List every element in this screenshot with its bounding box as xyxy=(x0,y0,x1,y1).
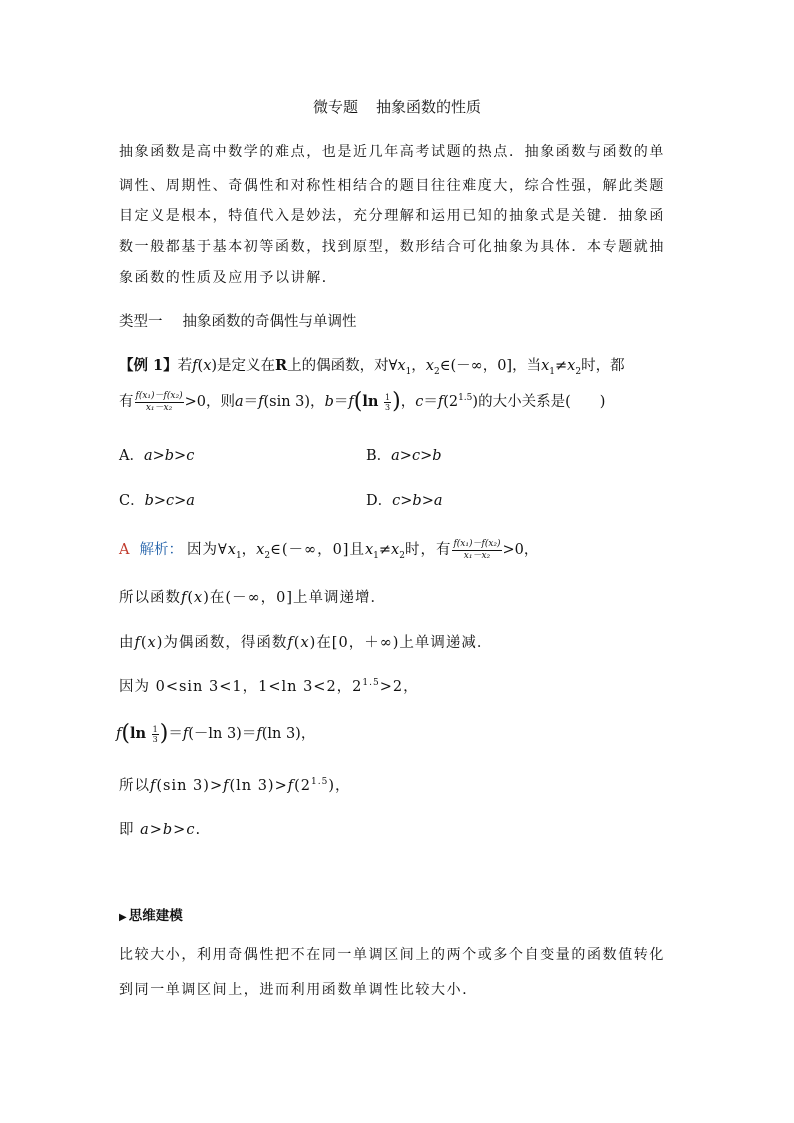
intro-line-4: 数一般都基于基本初等函数，找到原型，数形结合可化抽象为具体．本专题就抽 xyxy=(119,239,665,255)
model-line-2: 到同一单调区间上，进而利用函数单调性比较大小． xyxy=(119,982,478,998)
page-title xyxy=(0,96,794,117)
example-line-2: 有 $\frac{\text{f(x₁)－f(x₂)}}{\text{x₁－x₂}}$ >0，则a＝f(sin 3)，b＝f(ln $\frac{1}{3}$ )，$c=f(2^{1.5})$的大小关系是( ) xyxy=(119,389,606,414)
solution-line-1: A 解析： 因为$\forall x_1$，$x_2\in(-\infty$，0]且$x_1\ne x_2$时，有 $\frac{\text{f(x₁)－f(x₂)}}{\text{x₁－x₂}}$ >0， xyxy=(119,538,539,561)
intro-line-1: 抽象函数是高中数学的难点，也是近几年高考试题的热点．抽象函数与函数的单 xyxy=(119,144,665,160)
section-label: 类型一 xyxy=(119,314,163,330)
solution-line-4: 因为 0<sin 3<1，1<ln 3<2，$2^{1.5}>2$， xyxy=(119,678,419,695)
solution-label: 解析： xyxy=(139,542,183,558)
model-line-1: 比较大小，利用奇偶性把不在同一单调区间上的两个或多个自变量的函数值转化 xyxy=(119,947,665,963)
difference-quotient: $\frac{\text{f(x₁)－f(x₂)}}{\text{x₁－x₂}}$ xyxy=(135,390,183,413)
solution-line-6: 所以f(sin 3)>f(ln $3)>f(2^{1.5})$， xyxy=(119,777,351,794)
option-a[interactable]: A．a>b>c xyxy=(119,448,195,464)
model-heading: ▶ 思维建模 xyxy=(119,908,183,924)
option-b[interactable]: B．a>c>b xyxy=(366,448,442,464)
solution-line-5: f(ln $\frac{1}{3}$ )＝f(－ln 3)＝f(ln 3)， xyxy=(116,721,316,746)
example-line-1: 【例 1】若f(x)是定义在R上的偶函数，对$\forall x_1$，$x_2\in(-\infty$，0]，当$x_1\ne x_2$时，都 xyxy=(119,357,625,377)
intro-line-5: 象函数的性质及应用予以讲解． xyxy=(119,270,338,286)
example-tag: 【例 1】 xyxy=(119,357,178,374)
title-prefix: 微专题 xyxy=(312,98,358,116)
option-d[interactable]: D．c>b>a xyxy=(366,493,443,509)
title-main: 抽象函数的性质 xyxy=(376,98,482,116)
solution-quotient: $\frac{\text{f(x₁)－f(x₂)}}{\text{x₁－x₂}}$ xyxy=(453,538,501,561)
answer-letter: A xyxy=(119,542,130,558)
one-third: $\frac{1}{3}$ xyxy=(385,392,391,412)
option-c[interactable]: C．b>c>a xyxy=(119,493,195,509)
section-heading xyxy=(119,312,357,332)
section-title: 抽象函数的奇偶性与单调性 xyxy=(182,314,357,330)
intro-line-2: 调性、周期性、奇偶性和对称性相结合的题目往往难度大，综合性强，解此类题 xyxy=(119,178,665,194)
solution-line-3: 由f(x)为偶函数，得函数f(x)在[0，＋∞)上单调递减． xyxy=(119,635,493,651)
solution-line-2: 所以函数f(x)在(－∞，0]上单调递增． xyxy=(119,590,387,606)
triangle-icon: ▶ xyxy=(119,912,127,923)
solution-line-7: 即 a>b>c. xyxy=(119,822,202,838)
intro-line-3: 目定义是根本，特值代入是妙法，充分理解和运用已知的抽象式是关键．抽象函 xyxy=(119,208,665,224)
